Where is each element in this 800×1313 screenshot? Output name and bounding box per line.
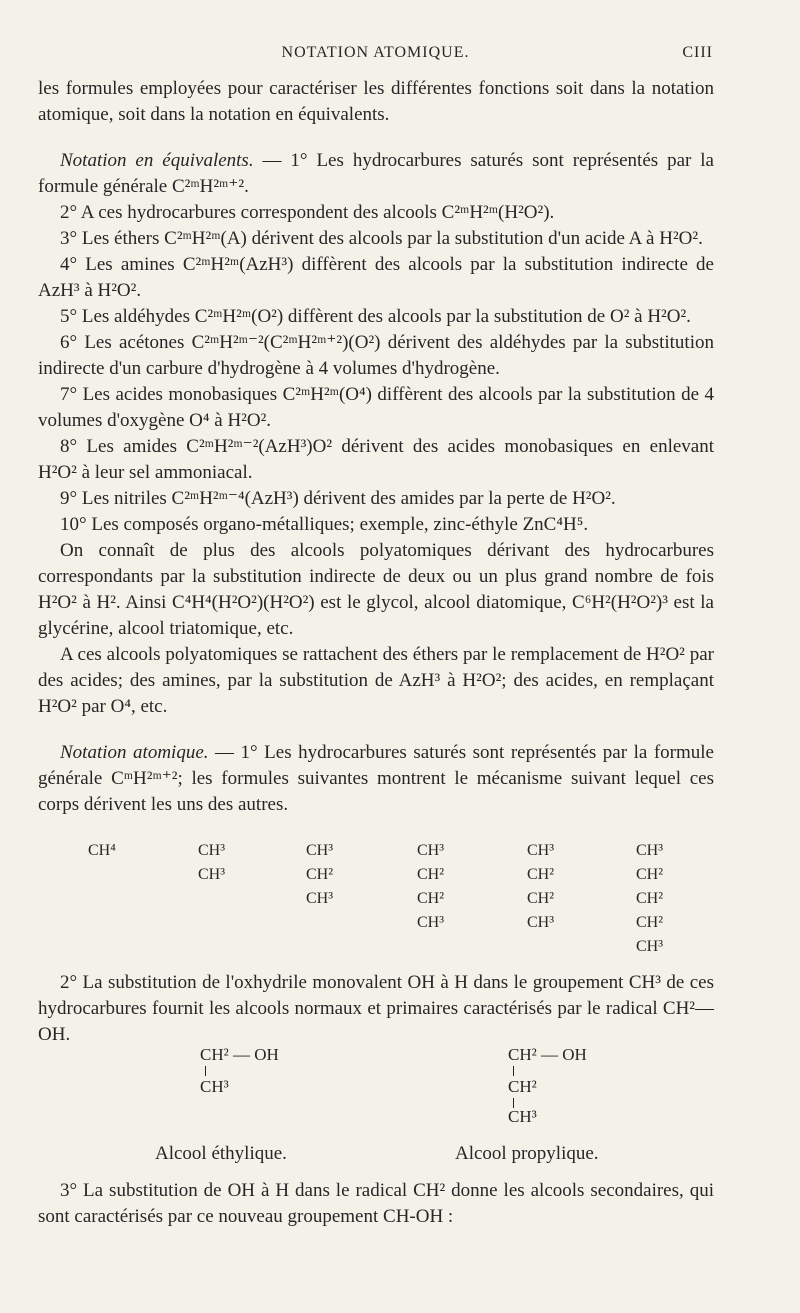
hydrocarbon-formulas <box>0 840 800 960</box>
paragraph-acides: 7° Les acides monobasiques C²ᵐH²ᵐ(O⁴) diffèrent des alcools par la substitution de 4 volumes d'oxygène O⁴ à H²O². <box>38 384 714 431</box>
text-block-3 <box>38 1178 714 1230</box>
paragraph-alcools: 2° A ces hydrocarbures correspondent des alcools C²ᵐH²ᵐ(H²O²). <box>60 202 555 223</box>
paragraph-intro: les formules employées pour caractériser les différentes fonctions soit dans la notation atomique, soit dans la notation en équivalents. <box>38 78 714 125</box>
paragraph-oxhydrile: 2° La substitution de l'oxhydrile monovalent OH à H dans le groupement CH³ de ces hydrocarbures fournit les alcools normaux et primaires caractérisés par le radical CH²—OH. <box>38 972 714 1045</box>
paragraph-equivalents-1: Notation en équivalents. — 1° Les hydrocarbures saturés sont représentés par la formule générale C²ᵐH²ᵐ⁺². <box>38 150 714 197</box>
section-heading-equivalents: Notation en équivalents. <box>60 150 254 171</box>
running-header <box>38 44 713 68</box>
paragraph-nitriles: 9° Les nitriles C²ᵐH²ᵐ⁻⁴(AzH³) dérivent des amides par la perte de H²O². <box>60 488 616 509</box>
running-title: NOTATION ATOMIQUE. <box>281 44 470 61</box>
formula-pentane: CH³ CH² CH² CH² CH³ <box>636 842 664 955</box>
formula-alcool-propylique: CH² — OH CH² CH³ <box>508 1045 587 1126</box>
bond-line <box>205 1066 206 1076</box>
section-heading-atomique: Notation atomique. <box>60 742 209 763</box>
formula-alcool-ethylique: CH² — OH CH³ <box>200 1045 279 1096</box>
formula-ethane: CH³ CH³ <box>198 842 226 883</box>
paragraph-atomique-1: Notation atomique. — 1° Les hydrocarbures saturés sont représentés par la formule générale CᵐH²ᵐ⁺²; les formules suivantes montrent le mécanisme suivant lequel ces corps dérivent les uns des autres. <box>38 742 714 815</box>
paragraph-secondaires: 3° La substitution de OH à H dans le radical CH² donne les alcools secondaires, qui sont caractérisés par ce nouveau groupement CH-OH : <box>38 1180 714 1227</box>
paragraph-acetones: 6° Les acétones C²ᵐH²ᵐ⁻²(C²ᵐH²ᵐ⁺²)(O²) dérivent des aldéhydes par la substitution indirecte d'un carbure d'hydrogène à 4 volumes d'hydrogène. <box>38 332 714 379</box>
paragraph-polyatomiques: On connaît de plus des alcools polyatomiques dérivant des hydrocarbures correspondants par la substitution indirecte de deux ou un plus grand nombre de fois H²O² à H². Ainsi C⁴H⁴(H²O²)(H²O²) est le glycol, alcool diatomique, C⁶H²(H²O²)³ est la glycérine, alcool triatomique, etc. <box>38 540 714 639</box>
paragraph-amides: 8° Les amides C²ᵐH²ᵐ⁻²(AzH³)O² dérivent des acides monobasiques en enlevant H²O² à leur sel ammoniacal. <box>38 436 714 483</box>
caption-alcool-propylique: Alcool propylique. <box>455 1143 599 1164</box>
bond-line <box>513 1066 514 1076</box>
formula-butane: CH³ CH² CH² CH³ <box>417 842 445 931</box>
paragraph-ethers: 3° Les éthers C²ᵐH²ᵐ(A) dérivent des alcools par la substitution d'un acide A à H²O². <box>60 228 703 249</box>
text-block-1 <box>38 76 714 818</box>
text-block-2 <box>38 970 714 1048</box>
page-number: CIII <box>682 44 713 61</box>
caption-alcool-ethylique: Alcool éthylique. <box>155 1143 287 1164</box>
paragraph-ethers-polyatomiques: A ces alcools polyatomiques se rattachent des éthers par le remplacement de H²O² par des acides; des amines, par la substitution de AzH³ à H²O²; des acides, en remplaçant H²O² par O⁴, etc. <box>38 644 714 717</box>
paragraph-amines: 4° Les amines C²ᵐH²ᵐ(AzH³) diffèrent des alcools par la substitution indirecte de AzH³ à H²O². <box>38 254 714 301</box>
formula-methane: CH⁴ <box>88 842 116 859</box>
formula-propane: CH³ CH² CH³ <box>306 842 334 907</box>
paragraph-organometalliques: 10° Les composés organo-métalliques; exemple, zinc-éthyle ZnC⁴H⁵. <box>60 514 589 535</box>
paragraph-aldehydes: 5° Les aldéhydes C²ᵐH²ᵐ(O²) diffèrent des alcools par la substitution de O² à H²O². <box>60 306 691 327</box>
formula-butane-2: CH³ CH² CH² CH³ <box>527 842 555 931</box>
bond-line <box>513 1098 514 1108</box>
